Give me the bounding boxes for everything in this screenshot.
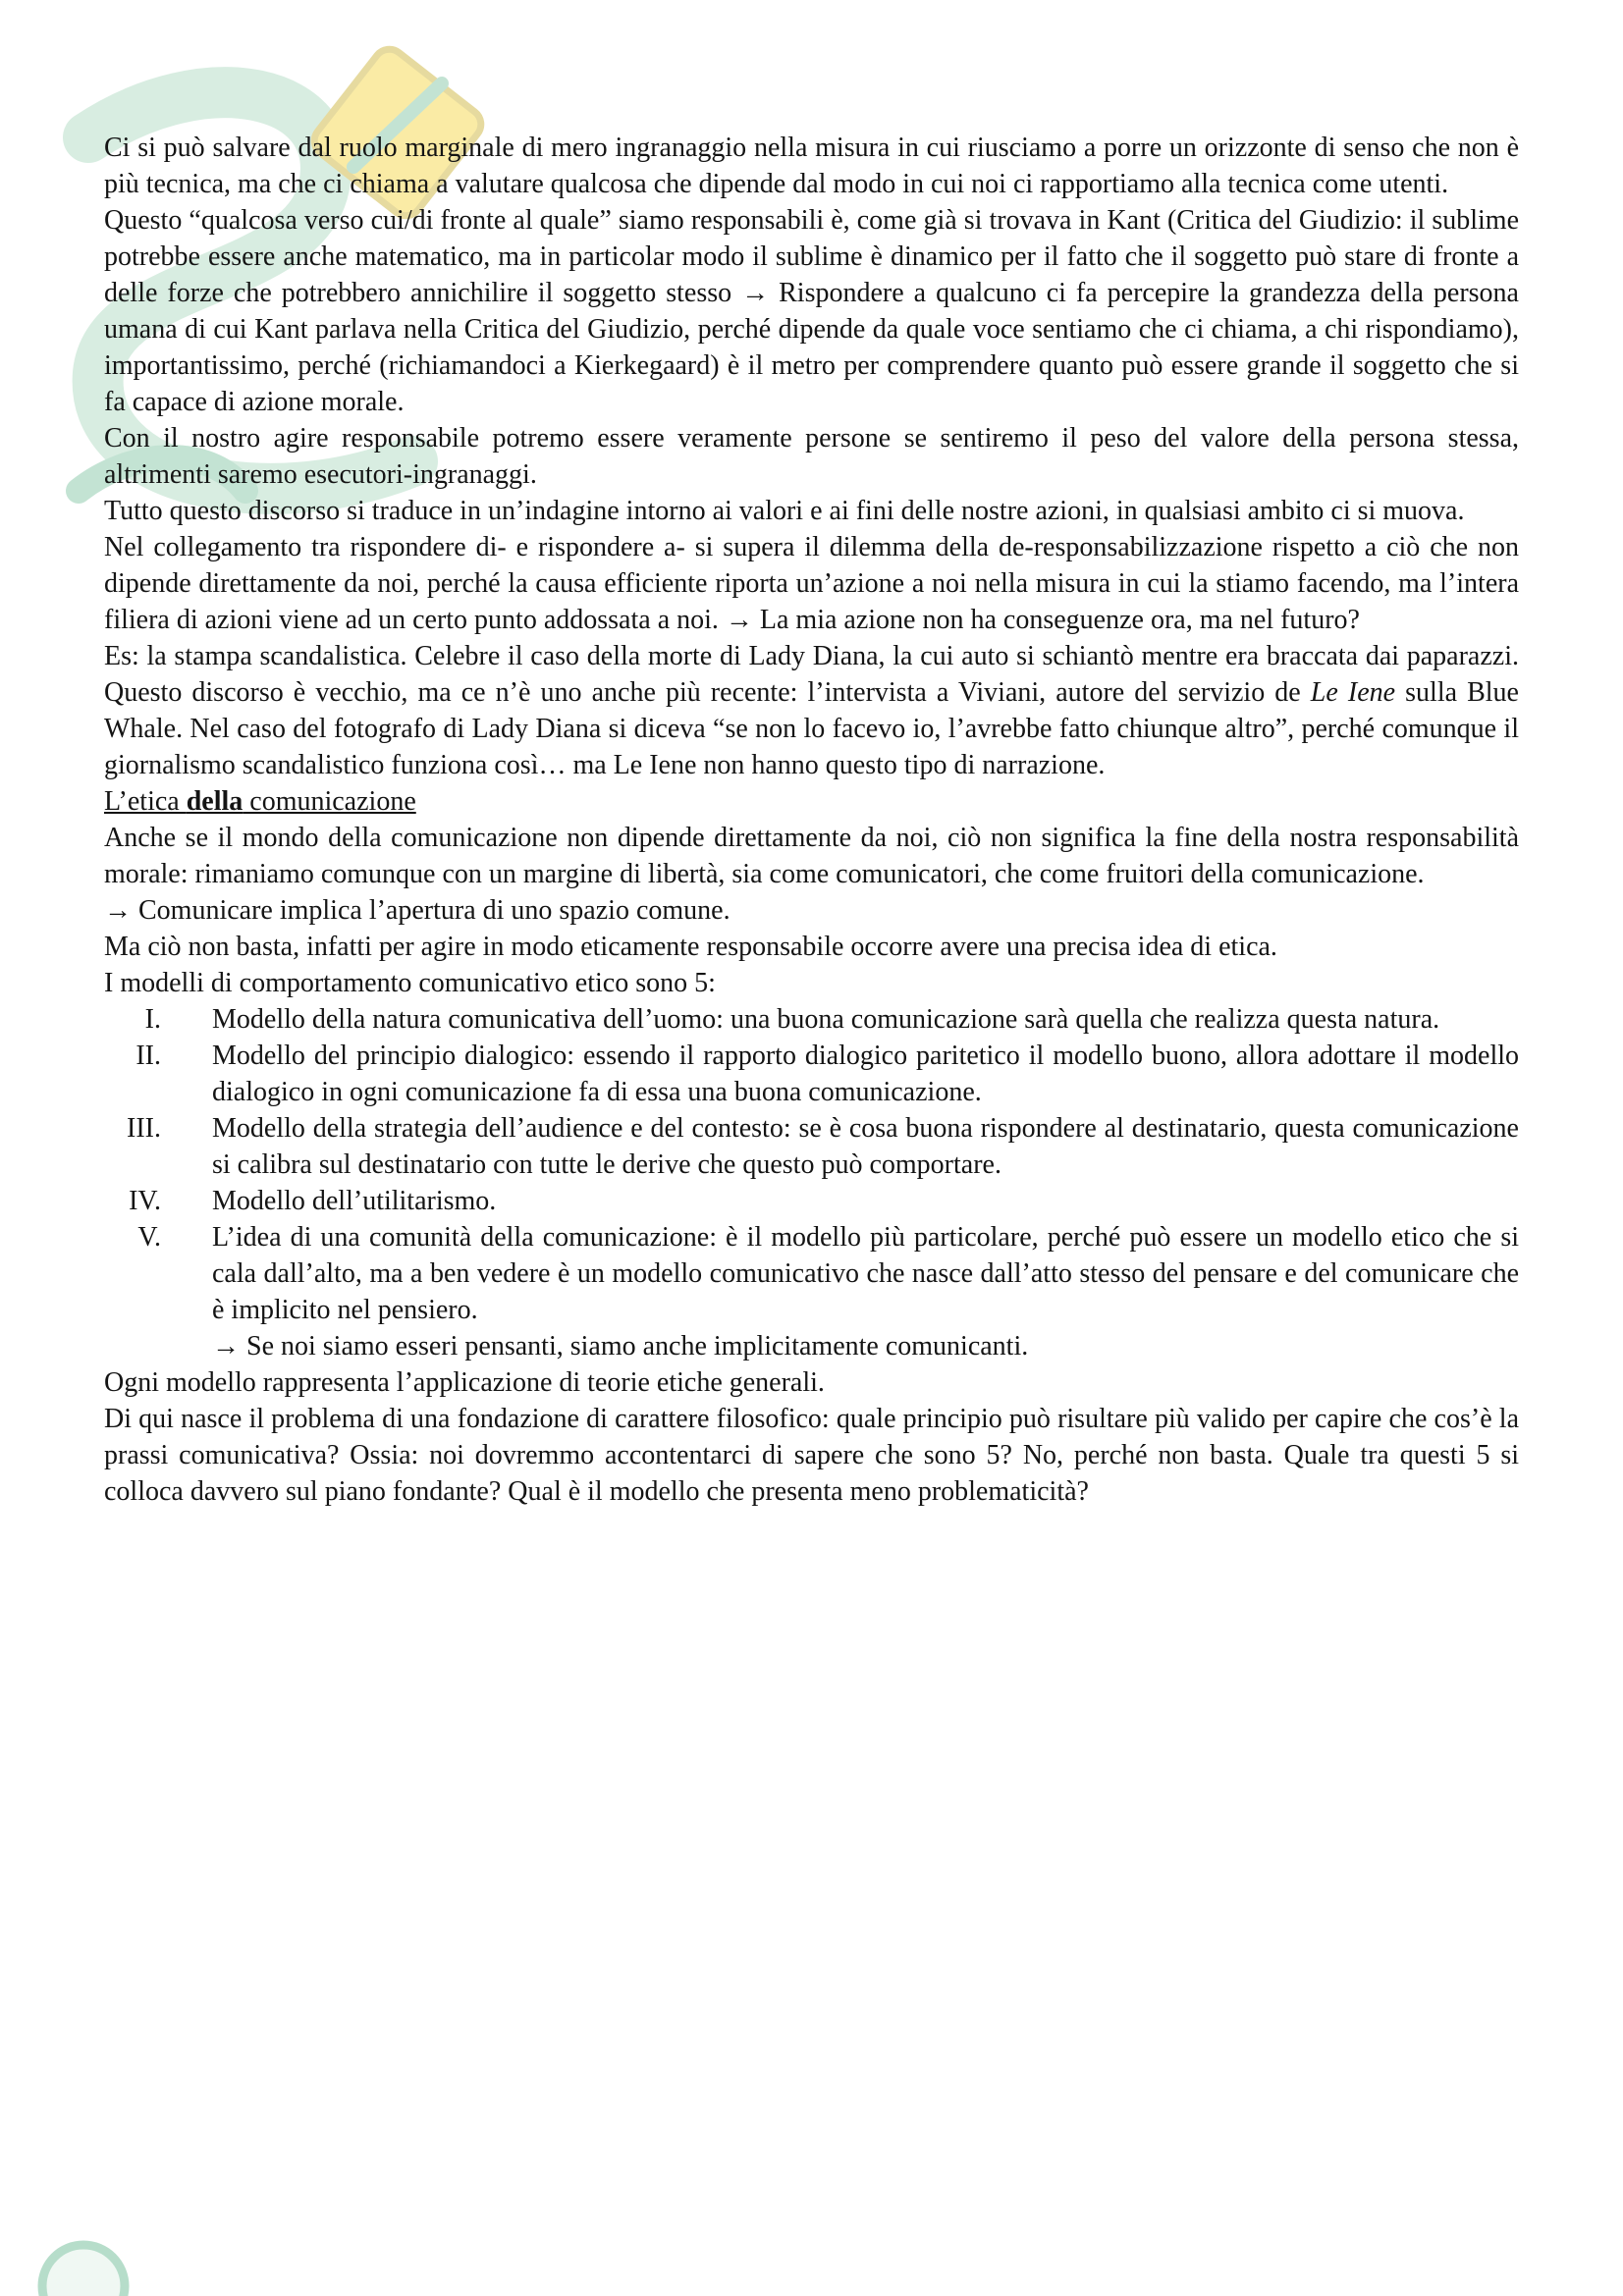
watermark-badge	[29, 2217, 187, 2296]
paragraph-models-application: Ogni modello rappresenta l’applicazione di teorie etiche generali.	[104, 1367, 825, 1398]
paragraph-responsibility-chain: Nel collegamento tra rispondere di- e rispondere a- si supera il dilemma della de-responsabilizzazione rispetto a ciò che non dipende direttamente da noi, perché la causa efficiente riporta un’azione a noi nella misura in cui la stiamo facendo, ma l’intera filiera di azioni viene ad un certo punto addossata a noi. → La mia azione non ha conseguenze ora, ma nel futuro?	[104, 532, 1519, 635]
paragraph-technique-role: Ci si può salvare dal ruolo marginale di mero ingranaggio nella misura in cui riusciamo a porre un orizzonte di senso che non è più tecnica, ma che ci chiama a valutare qualcosa che dipende dal modo in cui noi ci rapportiamo alla tecnica come utenti.	[104, 133, 1519, 199]
list-numeral: I.	[144, 1004, 161, 1035]
list-numeral: III.	[127, 1113, 161, 1144]
list-item-model-5	[104, 1219, 1519, 1364]
list-numeral: V.	[137, 1222, 161, 1253]
list-item-model-2	[104, 1038, 1519, 1110]
watermark-circle	[42, 2245, 125, 2296]
paragraph-segment: Es: la stampa scandalistica. Celebre il caso della morte di Lady Diana, la cui auto si schiantò mentre era braccata dai paparazzi. Questo discorso è vecchio, ma ce n’è uno anche più recente: l’intervista a Viviani, autore del servizio de	[104, 641, 1519, 708]
list-item-arrow-note: → Se noi siamo esseri pensanti, siamo anche implicitamente comunicanti.	[212, 1331, 1029, 1362]
list-numeral: IV.	[129, 1186, 161, 1216]
list-item-text: Modello dell’utilitarismo.	[212, 1186, 497, 1216]
paragraph-philosophical-foundation: Di qui nasce il problema di una fondazione di carattere filosofico: quale principio può risultare più valido per capire che cos’è la prassi comunicativa? Ossia: noi dovremmo accontentarci di sapere che sono 5? No, perché non basta. Quale tra questi 5 si colloca davvero sul piano fondante? Qual è il modello che presenta meno problematicità?	[104, 1404, 1519, 1507]
paragraph-segment: sulla Blue Whale. Nel caso del fotografo di Lady Diana si diceva “se non lo facevo io, l’avrebbe fatto chiunque altro”, perché comunque il giornalismo scandalistico funziona così… ma Le Iene non hanno questo tipo di narrazione.	[104, 677, 1519, 780]
heading-bold-segment: della	[186, 786, 243, 817]
paragraph-moral-margin: Anche se il mondo della comunicazione non dipende direttamente da noi, ciò non significa la fine della nostra responsabilità morale: rimaniamo comunque con un margine di libertà, sia come comunicatori, che come fruitori della comunicazione.	[104, 823, 1519, 889]
list-item-text: Modello della strategia dell’audience e del contesto: se è cosa buona rispondere al destinatario, questa comunicazione si calibra sul destinatario con tutte le derive che questo può comportare.	[212, 1113, 1519, 1180]
paragraph-arrow-shared-space: → Comunicare implica l’apertura di uno spazio comune.	[104, 895, 730, 926]
paragraph-scandal-press	[104, 638, 1519, 783]
paragraph-responsible-acting: Con il nostro agire responsabile potremo essere veramente persone se sentiremo il peso del valore della persona stessa, altrimenti saremo esecutori-ingranaggi.	[104, 423, 1519, 490]
paragraph-values-inquiry: Tutto questo discorso si traduce in un’indagine intorno ai valori e ai fini delle nostre azioni, in qualsiasi ambito ci si muova.	[104, 496, 1465, 526]
list-numeral: II.	[135, 1041, 161, 1071]
heading-segment: L’etica	[104, 786, 187, 817]
heading-segment: comunicazione	[243, 786, 416, 817]
list-item-model-1	[104, 1001, 1519, 1038]
list-item-text: Modello della natura comunicativa dell’uomo: una buona comunicazione sarà quella che realizza questa natura.	[212, 1004, 1440, 1035]
list-item-main-text: L’idea di una comunità della comunicazione: è il modello più particolare, perché può essere un modello etico che si cala dall’alto, ma a ben vedere è un modello comunicativo che nasce dall’atto stesso del pensare e del comunicare che è implicito nel pensiero.	[212, 1222, 1519, 1325]
list-item-model-3	[104, 1110, 1519, 1183]
paragraph-need-ethics-idea: Ma ciò non basta, infatti per agire in modo eticamente responsabile occorre avere una precisa idea di etica.	[104, 932, 1277, 962]
tv-show-title: Le Iene	[1310, 677, 1396, 708]
section-heading-ethics-of-communication	[104, 783, 1519, 820]
list-item-text	[212, 1219, 1519, 1364]
list-item-model-4	[104, 1183, 1519, 1219]
communication-models-list	[104, 1001, 1519, 1364]
list-item-text: Modello del principio dialogico: essendo il rapporto dialogico paritetico il modello buono, allora adottare il modello dialogico in ogni comunicazione fa di essa una buona comunicazione.	[212, 1041, 1519, 1107]
paragraph-kant-sublime: Questo “qualcosa verso cui/di fronte al quale” siamo responsabili è, come già si trovava in Kant (Critica del Giudizio: il sublime potrebbe essere anche matematico, ma in particolar modo il sublime è dinamico per il fatto che il soggetto può stare di fronte a delle forze che potrebbero annichilire il soggetto stesso → Rispondere a qualcuno ci fa percepire la grandezza della persona umana di cui Kant parlava nella Critica del Giudizio, perché dipende da quale voce sentiamo che ci chiama, a chi rispondiamo), importantissimo, perché (richiamandoci a Kierkegaard) è il metro per comprendere quanto può essere grande il soggetto che si fa capace di azione morale.	[104, 205, 1519, 417]
paragraph-models-intro: I modelli di comportamento comunicativo etico sono 5:	[104, 968, 716, 998]
